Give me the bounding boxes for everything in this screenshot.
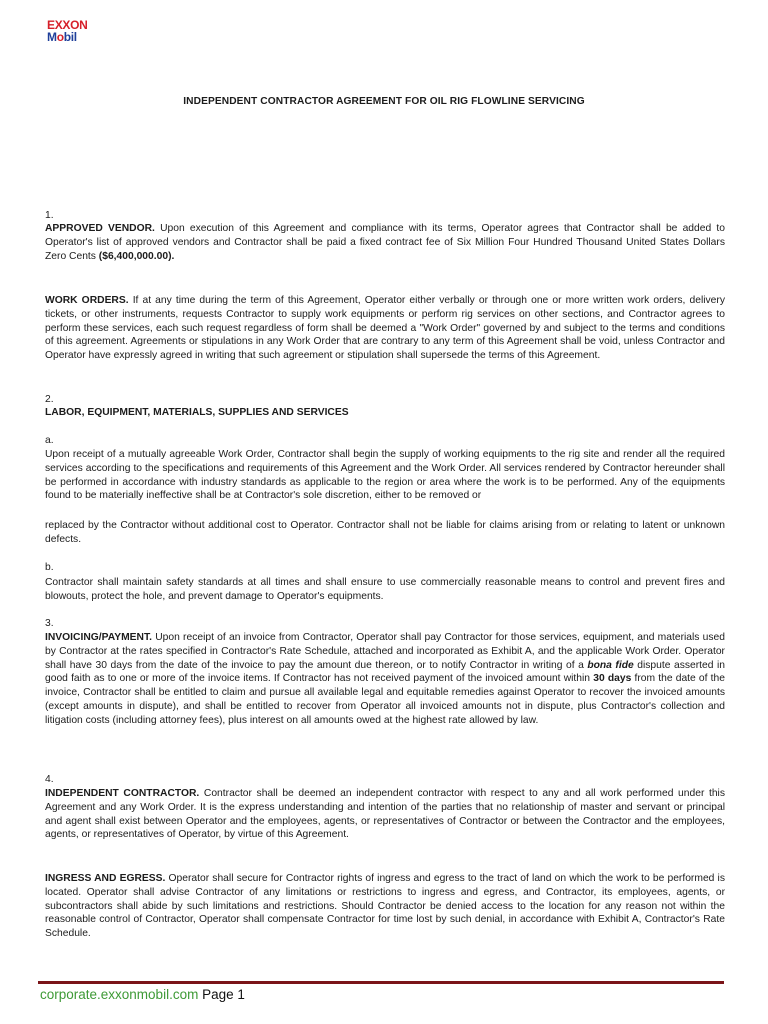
logo-exxon-text: EXXON: [47, 18, 88, 32]
footer-page-number: Page 1: [202, 987, 245, 1002]
section-2b-label: b.: [45, 562, 54, 573]
section-2a-paragraph-continued: replaced by the Contractor without additional cost to Operator. Contractor shall not be liable for claims arising from or relating to latent or unknown defects.: [45, 520, 725, 545]
exxonmobil-logo: [47, 19, 87, 43]
footer: [40, 987, 245, 1002]
section-2a-paragraph: Upon receipt of a mutually agreeable Work Order, Contractor shall begin the supply of working equipments to the rig site and render all the required services according to the specifications and requirements of this Agreement and the Work Order. All services rendered by Contractor hereunder shall be performed in accordance with industry standards as applicable to the region or area where the work is to be performed. Any of the equipments found to be materially ineffective shall be at Contractor's sole discretion, either to be removed or: [45, 449, 725, 502]
work-orders-paragraph: WORK ORDERS. If at any time during the term of this Agreement, Operator either verbally or through one or more written work orders, delivery tickets, or other instruments, requests Contractor to supply work equipments or perform rig services on other sections, and Contractor agrees to perform these services, each such request regardless of form shall be deemed a "Work Order" governed by and subject to the terms and conditions of this agreement. Agreements or stipulations in any Work Order that are contrary to any term of this Agreement shall be void, unless Contractor and Operator have expressly agreed in writing that such agreement or stipulation shall supersede the terms of this Agreement.: [45, 295, 725, 362]
section-2-heading: LABOR, EQUIPMENT, MATERIALS, SUPPLIES AND SERVICES: [45, 407, 349, 418]
section-4-independent-contractor: INDEPENDENT CONTRACTOR. Contractor shall be deemed an independent contractor with respect to any and all work performed under this Agreement and any Work Order. It is the express understanding and intention of the parties that no relationship of master and servant or principal and agent shall exist between Operator and the employees, agents, or representatives of Contractor or between the Contractor and the employees, agents, or representatives of Operator, by virtue of this Agreement.: [45, 788, 725, 841]
section-4-number: 4.: [45, 774, 54, 785]
section-1-number: 1.: [45, 210, 54, 221]
section-2b-paragraph: Contractor shall maintain safety standards at all times and shall ensure to use commercially reasonable means to control and prevent fires and blowouts, protect the hole, and prevent damage to Operator's equipments.: [45, 577, 725, 602]
logo-mobil-text: Mobil: [47, 30, 77, 44]
footer-rule: [38, 981, 724, 984]
document-title: INDEPENDENT CONTRACTOR AGREEMENT FOR OIL RIG FLOWLINE SERVICING: [183, 96, 585, 107]
footer-website-link[interactable]: corporate.exxonmobil.com: [40, 987, 199, 1002]
section-3-invoicing-payment: INVOICING/PAYMENT. Upon receipt of an invoice from Contractor, Operator shall pay Contractor for those services, equipment, and materials used by Contractor at the rates specified in Contractor's Rate Schedule, attached and incorporated as Exhibit A, and the applicable Work Order. Operator shall have 30 days from the date of the invoice to pay the amount due thereon, or to notify Contractor in writing of a bona fide dispute asserted in good faith as to one or more of the invoice items. If Contractor has not received payment of the invoiced amount within 30 days from the date of the invoice, Contractor shall be entitled to claim and pursue all available legal and equitable remedies against Operator to recover the invoiced amounts (except amounts in dispute), and shall be entitled to recover from Operator all invoiced amounts not in dispute, plus Contractor's collection and litigation costs (including attorney fees), plus interest on all amounts owed at the highest rate allowed by law.: [45, 632, 726, 726]
section-1-approved-vendor: APPROVED VENDOR. Upon execution of this Agreement and compliance with its terms, Operator agrees that Contractor shall be added to Operator's list of approved vendors and Contractor shall be paid a fixed contract fee of Six Million Four Hundred Thousand United States Dollars Zero Cents ($6,400,000.00).: [45, 223, 725, 262]
ingress-egress-paragraph: INGRESS AND EGRESS. Operator shall secure for Contractor rights of ingress and egress to the tract of land on which the work to be performed is located. Operator shall advise Contractor of any limitations or restrictions to ingress and egress, and Contractor, its employees, agents, or subcontractors shall abide by such limitations and restrictions. Should Contractor be denied access to the location for any reason not within the reasonable control of Contractor, Operator shall compensate Contractor for time lost by such denial, in accordance with Exhibit A, Contractor's Rate Schedule.: [45, 873, 725, 940]
section-3-number: 3.: [45, 618, 54, 629]
section-2-number: 2.: [45, 394, 54, 405]
section-2a-label: a.: [45, 435, 54, 446]
